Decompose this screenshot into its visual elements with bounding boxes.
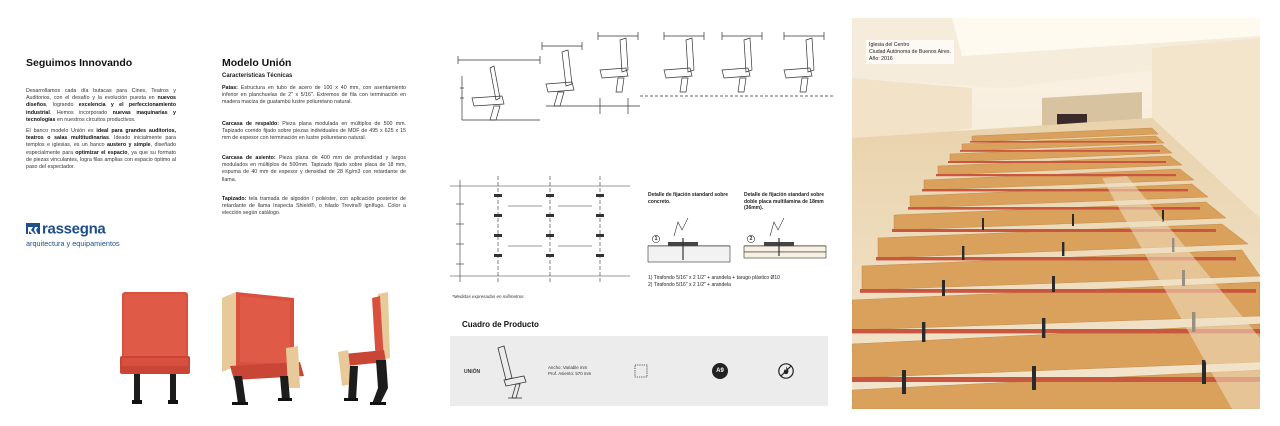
union-paragraph: El banco modelo Unión es ideal para grandes auditorios, teatros o salas multitudinarias. Ideado inicialmente para templos e iglesias, es un banco austero y simple, diseñado especialmente para optimizar el espacio, ya que su formato de piezas vinculantes, logra filas amplias con espacio óptimo al paso del espectador. xyxy=(26,128,176,171)
model-subtitle: Características Técnicas xyxy=(222,73,293,79)
fixing-detail-2-title: Detalle de fijación standard sobre doble placa multilamina de 18mm (36mm). xyxy=(744,192,825,211)
fixing-number-2: 2 xyxy=(749,236,753,242)
profile-drawing-3 xyxy=(598,32,835,96)
profile-drawing-1 xyxy=(458,56,540,120)
product-chair-sketch xyxy=(490,344,530,400)
fixing-detail-2 xyxy=(744,218,826,258)
product-table xyxy=(450,336,828,406)
profile-drawing-4 xyxy=(664,32,704,92)
fixing-detail-1 xyxy=(648,218,730,262)
spec-patas: Patas: Estructura en tubo de acero de 100 x 40 mm, con asentamiento inferior en planchuelas de 2" x 5/16". Extremos de fila con terminación en madera maciza de guatambú lustre poliuretano natural. xyxy=(222,85,406,106)
profile-drawing-2 xyxy=(542,42,640,114)
chair-front-photo xyxy=(112,288,197,408)
intro-title: Seguimos Innovando xyxy=(26,57,133,69)
product-dim-depth: Prof. Asiento: 570 mm xyxy=(548,371,592,376)
fixing-number-1: 1 xyxy=(654,236,658,242)
profile-drawing-5 xyxy=(722,32,762,92)
auditorium-photo xyxy=(852,18,1260,409)
side-profile-drawings xyxy=(450,28,835,123)
spec-tapizado: Tapizado: tela tramada de algodón / poliéster, con aplicación posterior de retardante de llama Inspecta Shield®, o hilado Trevira® ignífugo. Color a elección según catálogo. xyxy=(222,196,406,217)
model-title: Modelo Unión xyxy=(222,57,292,69)
spec-asiento: Carcasa de asiento: Pieza plana de 400 mm de profundidad y largos modulados en múltiplos de 500mm. Tapizado fijado sobre placa de 18 mm, espuma de 40 mm de espesor y densidad de 28 Kg/m3 con retardante de llama. xyxy=(222,155,406,183)
logo-tagline: arquitectura y equipamientos xyxy=(26,239,120,248)
rassegna-logo-icon xyxy=(26,223,40,234)
product-dim-width: Ancho: Variable mm xyxy=(548,365,588,370)
photo-caption: Iglesia del Centro Ciudad Autónoma de Buenos Aires. Año: 2016 xyxy=(866,40,954,64)
fixing-detail-1-title: Detalle de fijación standard sobre concreto. xyxy=(648,192,729,205)
plan-view-drawing xyxy=(450,176,635,286)
a9-badge-icon: A9 xyxy=(712,363,728,379)
profile-drawing-6 xyxy=(784,32,824,92)
intro-paragraph: Desarrollamos cada día butacas para Cines, Teatros y Auditorios, con el desafío y la evolución puesta en nuevos diseños, logrando excelencia y el perfeccionamiento industrial. Hemos incorporado nuevas maquinarias y tecnologías en nuestros circuitos productivos. xyxy=(26,88,176,123)
spec-respaldo: Carcasa de respaldo: Pieza plana modulada en múltiplos de 500 mm. Tapizado corrido fijado sobre piezas individuales de MDF de 495 x 625 x 15 mm de espesor con terminación en lustre poliuretano natural. xyxy=(222,121,406,142)
fixing-note-1: 1) Tirafondo 5/16" x 2 1/2" + arandela + tarugo plástico Ø10 xyxy=(648,275,780,281)
chair-side-photo xyxy=(326,288,411,408)
fire-retardant-icon xyxy=(778,363,794,379)
product-table-title: Cuadro de Producto xyxy=(462,320,539,329)
logo-name: rassegna xyxy=(42,220,106,238)
chair-angle-photo xyxy=(214,288,309,408)
measurements-note: *Medidas expresadas en milímetros. xyxy=(452,294,525,299)
fixing-note-2: 2) Tirafondo 5/16" x 2 1/2" + arandela xyxy=(648,282,731,288)
mounting-plate-icon xyxy=(633,363,649,379)
product-model-label: UNIÓN xyxy=(464,369,481,375)
rassegna-logo xyxy=(26,220,120,248)
fixing-details-drawing xyxy=(646,216,836,268)
